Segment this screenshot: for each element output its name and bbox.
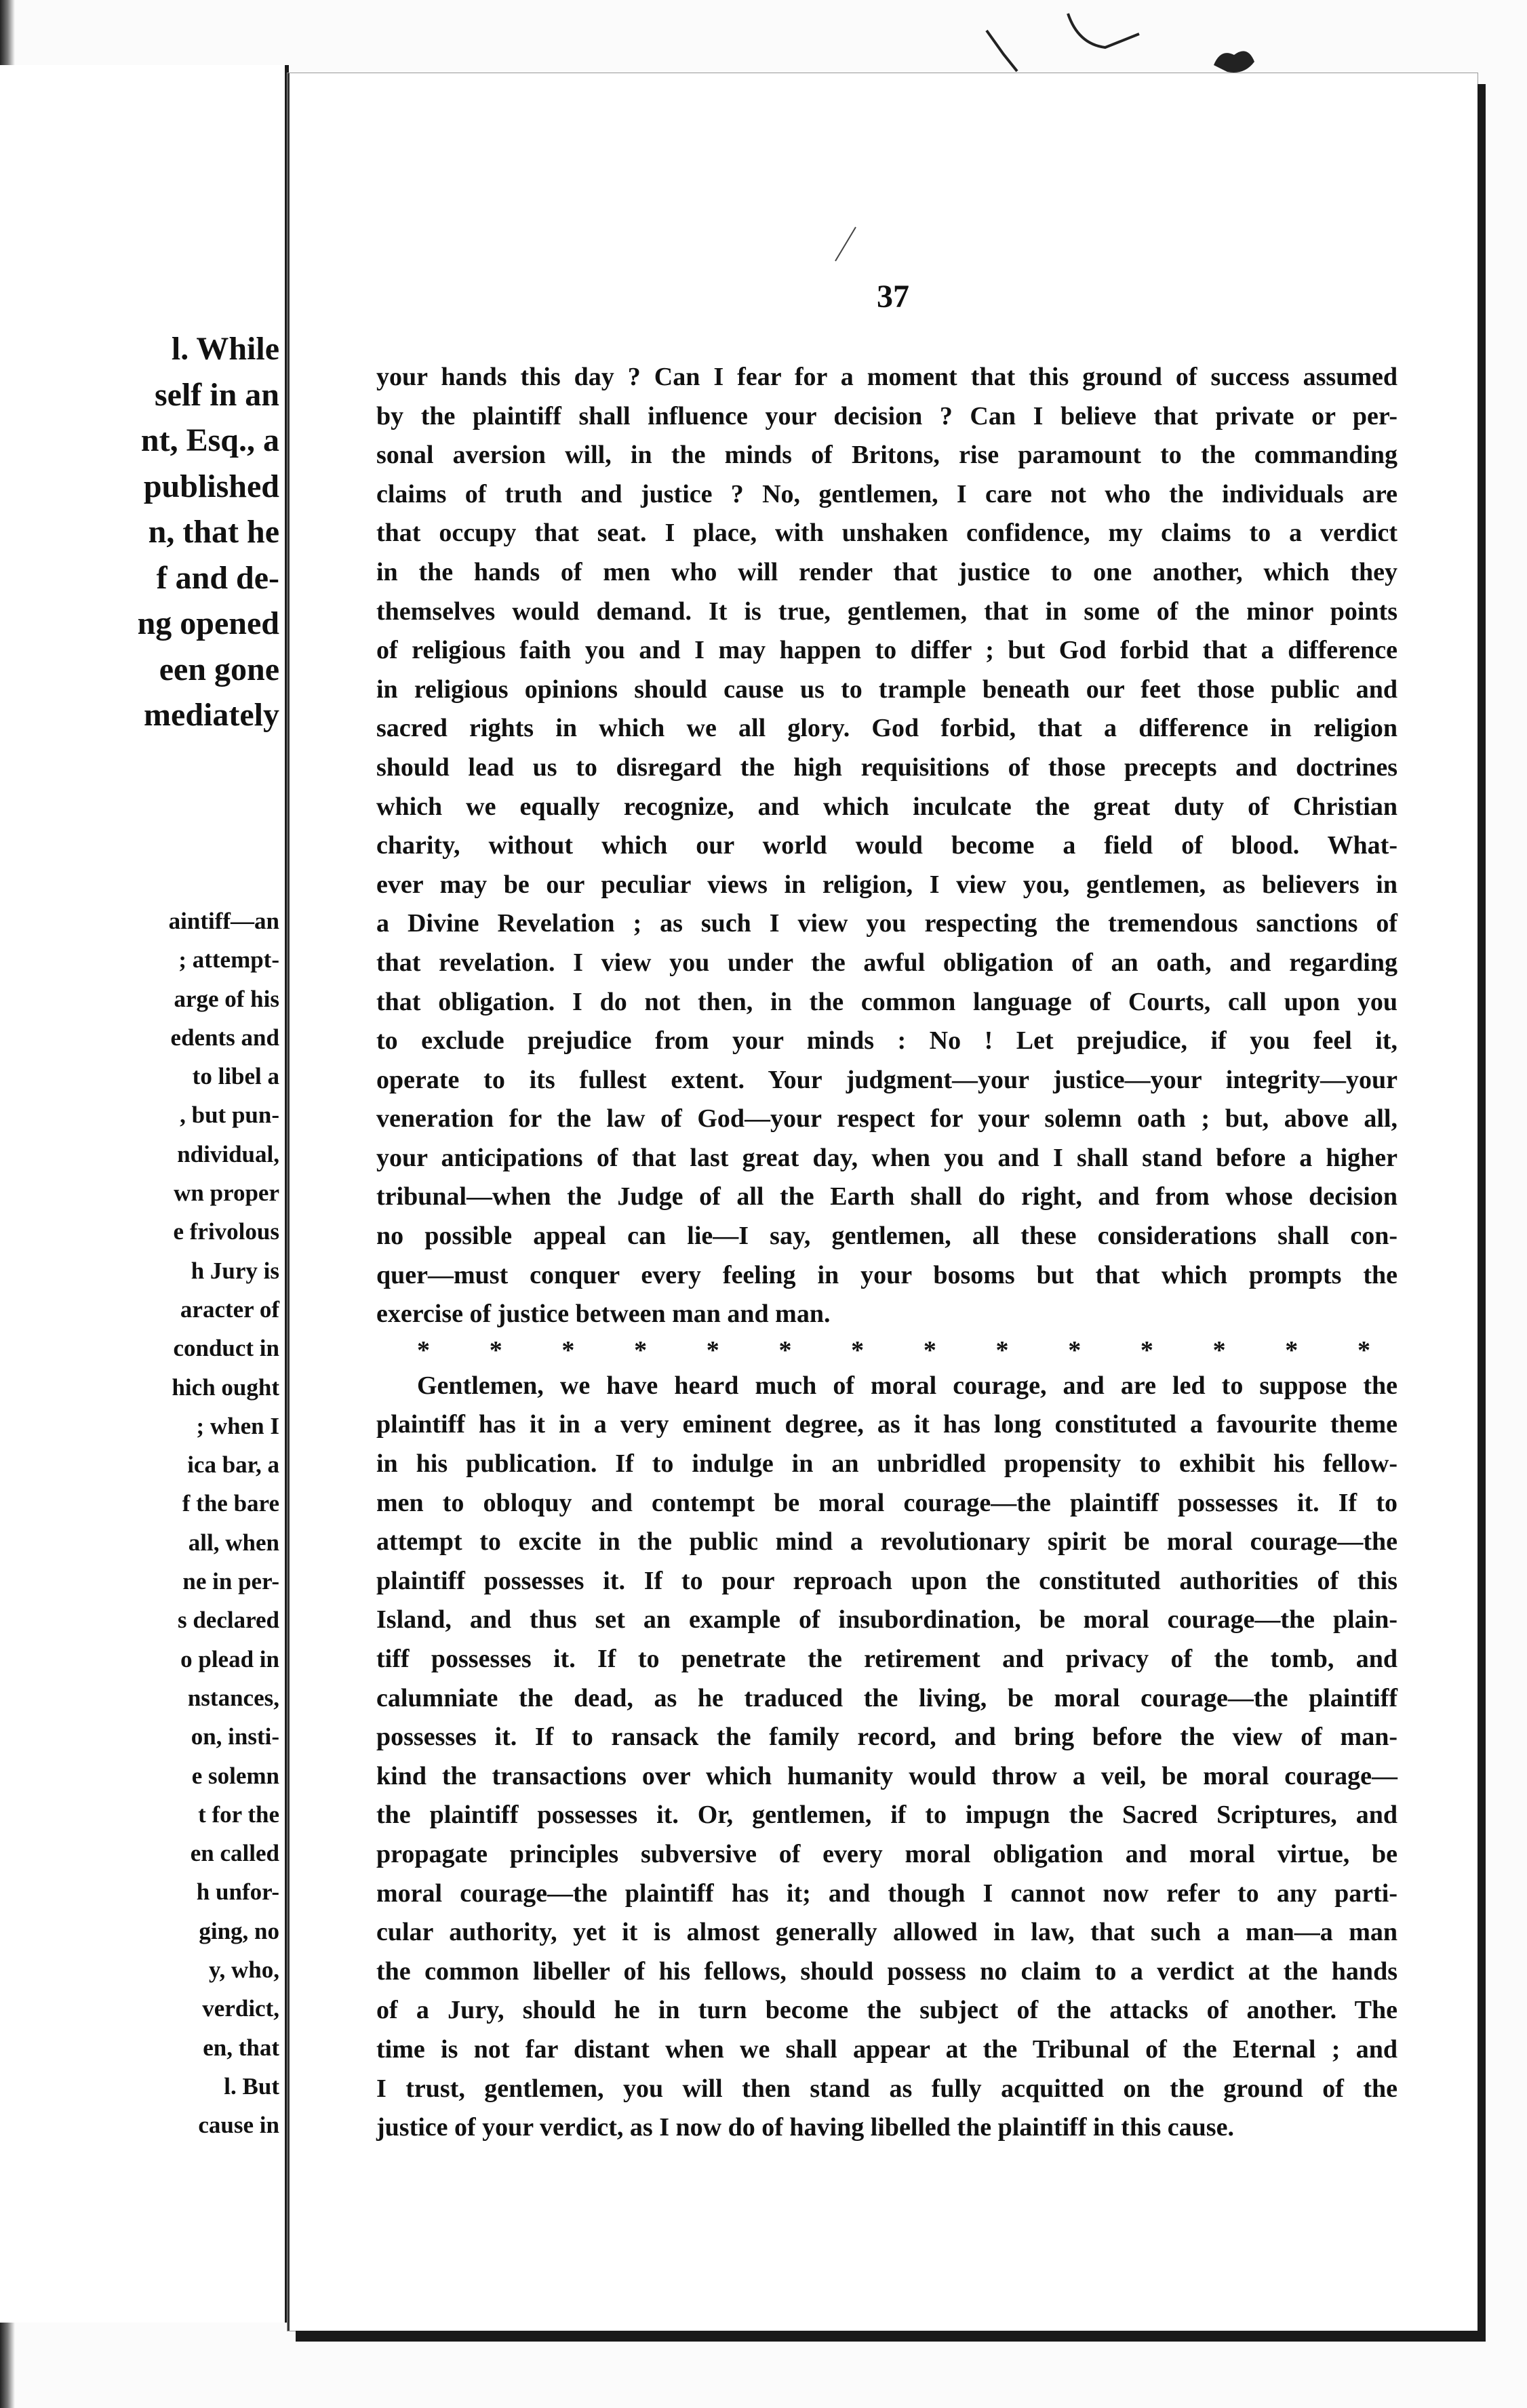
text-line: arge of his bbox=[174, 985, 279, 1012]
text-line: themselves would demand. It is true, gentlemen, that in some of the minor points bbox=[376, 597, 1397, 626]
text-line: justice of your verdict, as I now do of having libelled the plaintiff in this cause. bbox=[376, 2113, 1234, 2142]
text-line: l. While bbox=[171, 331, 279, 367]
text-line: the common libeller of his fellows, should possess no claim to a verdict at the hands bbox=[376, 1956, 1397, 1986]
text-line: l. But bbox=[224, 2072, 279, 2100]
page-number: 37 bbox=[877, 279, 909, 315]
text-line: ever may be our peculiar views in religion, I view you, gentlemen, as believers in bbox=[376, 870, 1397, 899]
text-line: Island, and thus set an example of insubordination, be moral courage—the plain- bbox=[376, 1605, 1397, 1634]
scan-mark bbox=[832, 224, 859, 264]
text-line: should lead us to disregard the high requisitions of those precepts and doctrines bbox=[376, 752, 1397, 782]
text-line: ging, no bbox=[199, 1917, 279, 1944]
text-line: nstances, bbox=[187, 1684, 279, 1711]
separator-star: * bbox=[851, 1336, 865, 1365]
text-line: propagate principles subversive of every moral obligation and moral virtue, be bbox=[376, 1839, 1397, 1868]
text-line: possesses it. If to ransack the family record, and bring before the view of man- bbox=[376, 1723, 1397, 1752]
text-line: s declared bbox=[177, 1607, 279, 1634]
text-line: exercise of justice between man and man. bbox=[376, 1300, 831, 1329]
text-line: quer—must conquer every feeling in your bosoms but that which prompts the bbox=[376, 1260, 1397, 1289]
separator-star: * bbox=[1357, 1336, 1370, 1365]
text-line: in his publication. If to indulge in an unbridled propensity to exhibit his fellow- bbox=[376, 1449, 1397, 1479]
separator-star: * bbox=[778, 1336, 792, 1365]
text-line: Gentlemen, we have heard much of moral courage, and are led to suppose the bbox=[417, 1371, 1397, 1400]
text-line: which we equally recognize, and which inculcate the great duty of Christian bbox=[376, 792, 1397, 821]
text-line: kind the transactions over which humanity would throw a veil, be moral courage— bbox=[376, 1761, 1397, 1790]
text-line: en, that bbox=[203, 2034, 279, 2061]
text-line: claims of truth and justice ? No, gentlemen, I care not who the individuals are bbox=[376, 479, 1397, 508]
text-line: aintiff—an bbox=[168, 908, 279, 934]
text-line: all, when bbox=[188, 1529, 279, 1556]
text-line: self in an bbox=[154, 376, 279, 413]
left-page-lower-text bbox=[8, 902, 279, 2145]
text-line: in the hands of men who will render that justice to one another, which they bbox=[376, 557, 1397, 586]
scan-mark bbox=[1065, 10, 1143, 58]
text-line: nt, Esq., a bbox=[140, 422, 279, 458]
text-line: hich ought bbox=[172, 1373, 279, 1401]
separator-star: * bbox=[634, 1336, 648, 1365]
paragraph-closing-appeal bbox=[376, 358, 1397, 1334]
separator-star: * bbox=[561, 1336, 575, 1365]
separator-star: * bbox=[923, 1336, 936, 1365]
text-line: , but pun- bbox=[180, 1102, 279, 1129]
text-line: in religious opinions should cause us to trample beneath our feet those public and bbox=[376, 675, 1397, 704]
text-line: of a Jury, should he in turn become the subject of the attacks of another. The bbox=[376, 1996, 1397, 2025]
text-line: your anticipations of that last great day, when you and I shall stand before a higher bbox=[376, 1143, 1397, 1172]
text-line: plaintiff possesses it. If to pour reproach upon the constituted authorities of this bbox=[376, 1566, 1397, 1595]
text-line: to libel a bbox=[192, 1063, 279, 1090]
text-line: ; attempt- bbox=[178, 946, 279, 974]
text-line: by the plaintiff shall influence your decision ? Can I believe that private or per- bbox=[376, 401, 1397, 430]
text-line: mediately bbox=[144, 697, 279, 733]
text-line: f and de- bbox=[156, 559, 279, 596]
right-page bbox=[287, 73, 1478, 2331]
text-line: sacred rights in which we all glory. God forbid, that a difference in religion bbox=[376, 714, 1397, 743]
page-body bbox=[376, 358, 1397, 2148]
text-line: I trust, gentlemen, you will then stand as fully acquitted on the ground of the bbox=[376, 2074, 1397, 2103]
text-line: that occupy that seat. I place, with unshaken confidence, my claims to a verdict bbox=[376, 519, 1397, 548]
text-line: operate to its fullest extent. Your judgment—your justice—your integrity—your bbox=[376, 1065, 1397, 1094]
text-line: ica bar, a bbox=[187, 1451, 279, 1479]
text-line: that obligation. I do not then, in the common language of Courts, call upon you bbox=[376, 987, 1397, 1016]
text-line: to exclude prejudice from your minds : No ! Let prejudice, if you feel it, bbox=[376, 1026, 1397, 1056]
text-line: plaintiff has it in a very eminent degree, as it has long constituted a favourite theme bbox=[376, 1410, 1397, 1439]
text-line: ng opened bbox=[137, 605, 279, 641]
text-line: wn proper bbox=[174, 1180, 279, 1207]
text-line: h Jury is bbox=[191, 1257, 279, 1284]
text-line: charity, without which our world would become a field of blood. What- bbox=[376, 831, 1397, 860]
text-line: edents and bbox=[170, 1024, 279, 1051]
text-line: en called bbox=[190, 1840, 279, 1867]
text-line: your hands this day ? Can I fear for a moment that this ground of success assumed bbox=[376, 363, 1397, 391]
text-line: the plaintiff possesses it. Or, gentlemen, if to impugn the Sacred Scriptures, and bbox=[376, 1801, 1397, 1830]
text-line: published bbox=[143, 468, 279, 504]
separator-star: * bbox=[1212, 1336, 1226, 1365]
ink-blot bbox=[1207, 38, 1261, 79]
text-line: n, that he bbox=[148, 514, 279, 550]
text-line: conduct in bbox=[173, 1335, 279, 1362]
text-line: ne in per- bbox=[182, 1568, 279, 1595]
text-line: calumniate the dead, as he traduced the living, be moral courage—the plaintiff bbox=[376, 1683, 1397, 1712]
left-facing-page bbox=[0, 65, 289, 2323]
paragraph-moral-courage bbox=[376, 1367, 1397, 2148]
separator-star: * bbox=[1068, 1336, 1082, 1365]
text-line: e frivolous bbox=[173, 1218, 279, 1245]
text-line: moral courage—the plaintiff has it; and though I cannot now refer to any parti- bbox=[376, 1879, 1397, 1908]
text-line: on, insti- bbox=[191, 1723, 279, 1750]
text-line: ndividual, bbox=[177, 1140, 279, 1167]
text-line: cular authority, yet it is almost generally allowed in law, that such a man—a man bbox=[376, 1918, 1397, 1947]
text-line: verdict, bbox=[202, 1995, 279, 2022]
text-line: y, who, bbox=[208, 1956, 279, 1984]
text-line: aracter of bbox=[180, 1296, 279, 1323]
text-line: tribunal—when the Judge of all the Earth shall do right, and from whose decision bbox=[376, 1182, 1397, 1211]
scan-mark bbox=[983, 27, 1024, 75]
separator-star: * bbox=[417, 1336, 430, 1365]
text-line: a Divine Revelation ; as such I view you respecting the tremendous sanctions of bbox=[376, 909, 1397, 938]
text-line: time is not far distant when we shall appear at the Tribunal of the Eternal ; and bbox=[376, 2034, 1397, 2064]
text-line: tiff possesses it. If to penetrate the retirement and privacy of the tomb, and bbox=[376, 1645, 1397, 1673]
separator-star: * bbox=[1140, 1336, 1153, 1365]
text-line: of religious faith you and I may happen to differ ; but God forbid that a difference bbox=[376, 636, 1397, 665]
text-line: sonal aversion will, in the minds of Britons, rise paramount to the commanding bbox=[376, 441, 1397, 470]
section-separator bbox=[376, 1334, 1397, 1367]
separator-star: * bbox=[1285, 1336, 1298, 1365]
text-line: veneration for the law of God—your respect for your solemn oath ; but, above all, bbox=[376, 1104, 1397, 1133]
text-line: f the bare bbox=[182, 1490, 279, 1517]
separator-star: * bbox=[995, 1336, 1009, 1365]
text-line: h unfor- bbox=[196, 1879, 279, 1906]
text-line: that revelation. I view you under the awful obligation of an oath, and regarding bbox=[376, 948, 1397, 977]
separator-star: * bbox=[489, 1336, 502, 1365]
text-line: t for the bbox=[198, 1801, 279, 1828]
text-line: attempt to excite in the public mind a revolutionary spirit be moral courage—the bbox=[376, 1527, 1397, 1557]
text-line: men to obloquy and contempt be moral courage—the plaintiff possesses it. If to bbox=[376, 1488, 1397, 1517]
text-line: no possible appeal can lie—I say, gentlemen, all these considerations shall con- bbox=[376, 1222, 1397, 1251]
text-line: o plead in bbox=[180, 1645, 279, 1672]
text-line: cause in bbox=[198, 2112, 279, 2139]
left-page-upper-text bbox=[8, 326, 279, 738]
text-line: een gone bbox=[159, 651, 279, 687]
text-line: e solemn bbox=[191, 1762, 279, 1789]
separator-star: * bbox=[706, 1336, 719, 1365]
text-line: ; when I bbox=[196, 1412, 279, 1439]
